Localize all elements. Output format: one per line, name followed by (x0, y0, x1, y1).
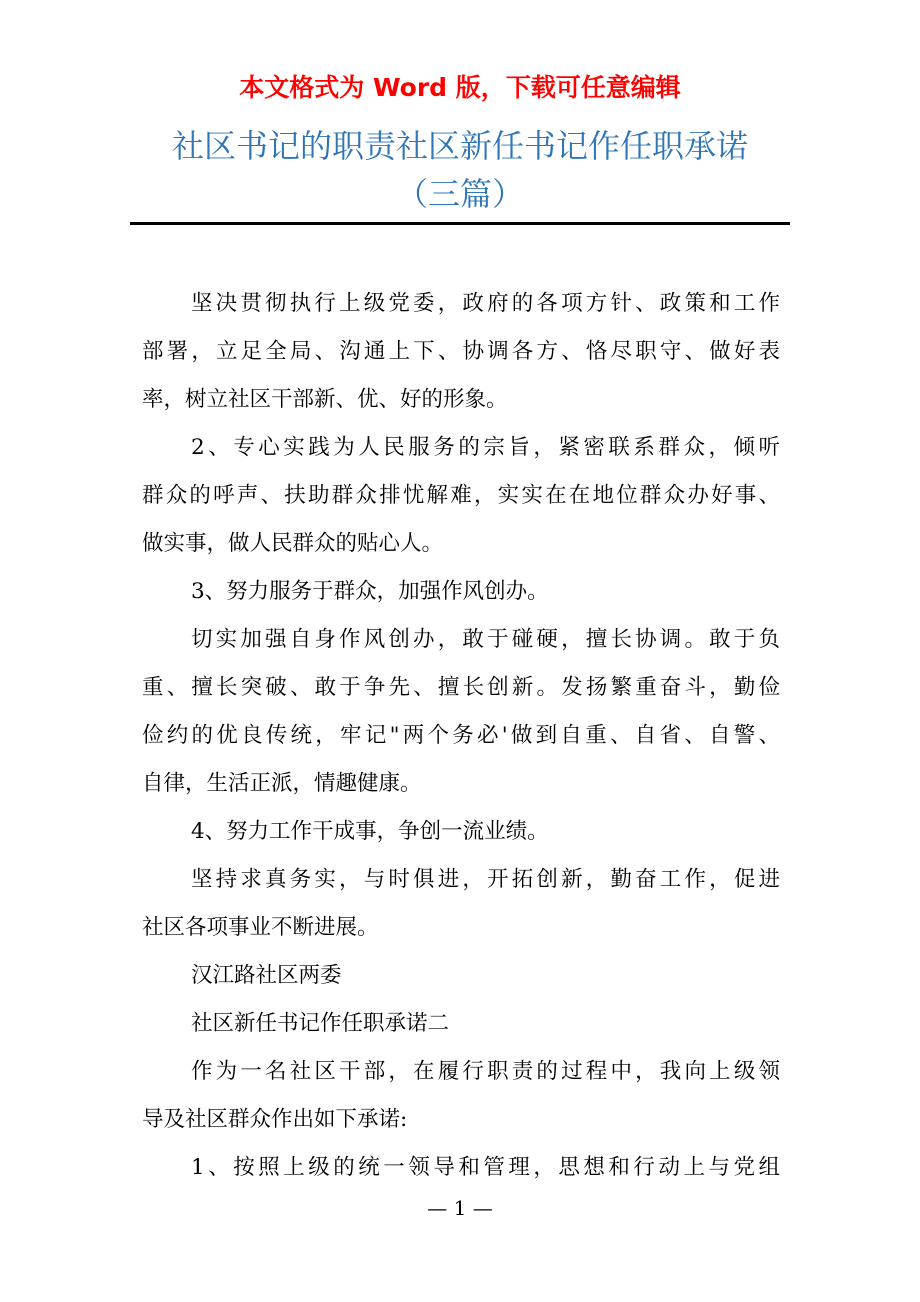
title-line-1: 社区书记的职责社区新任书记作任职承诺 (171, 127, 748, 165)
text-line: 2、专心实践为人民服务的宗旨，紧密联系群众，倾听 (191, 435, 780, 460)
text-line: 部署，立足全局、沟通上下、协调各方、恪尽职守、做好表 (142, 339, 780, 364)
document-body (142, 280, 780, 1192)
text-line: 切实加强自身作风创办，敢于碰硬，擅长协调。敢于负 (191, 627, 780, 652)
text-line: 自律，生活正派，情趣健康。 (142, 771, 422, 796)
text-line: 俭约的优良传统，牢记"两个务必'做到自重、自省、自警、 (142, 723, 780, 748)
editable-notice: 本文格式为 Word 版，下载可任意编辑 (239, 73, 681, 102)
text-line: 作为一名社区干部，在履行职责的过程中，我向上级领 (191, 1059, 780, 1084)
text-line: 汉江路社区两委 (191, 963, 342, 988)
text-line: 4、努力工作干成事，争创一流业绩。 (191, 819, 549, 844)
text-line: 坚决贯彻执行上级党委，政府的各项方针、政策和工作 (191, 291, 780, 316)
text-line: 群众的呼声、扶助群众排忧解难，实实在在地位群众办好事、 (142, 483, 780, 508)
text-line: 导及社区群众作出如下承诺: (142, 1107, 408, 1132)
title-divider (130, 222, 790, 225)
text-line: 3、努力服务于群众，加强作风创办。 (191, 579, 549, 604)
text-line: 社区新任书记作任职承诺二 (191, 1011, 450, 1036)
text-line: 率，树立社区干部新、优、好的形象。 (142, 387, 508, 412)
text-line: 1、按照上级的统一领导和管理，思想和行动上与党组 (191, 1155, 780, 1180)
text-line: 社区各项事业不断进展。 (142, 915, 379, 940)
document-title (0, 122, 920, 218)
page-number: — 1 — (427, 1196, 493, 1220)
title-line-2: （三篇） (395, 175, 524, 213)
text-line: 坚持求真务实，与时俱进，开拓创新，勤奋工作，促进 (191, 867, 780, 892)
text-line: 做实事，做人民群众的贴心人。 (142, 531, 444, 556)
text-line: 重、擅长突破、敢于争先、擅长创新。发扬繁重奋斗，勤俭 (142, 675, 780, 700)
